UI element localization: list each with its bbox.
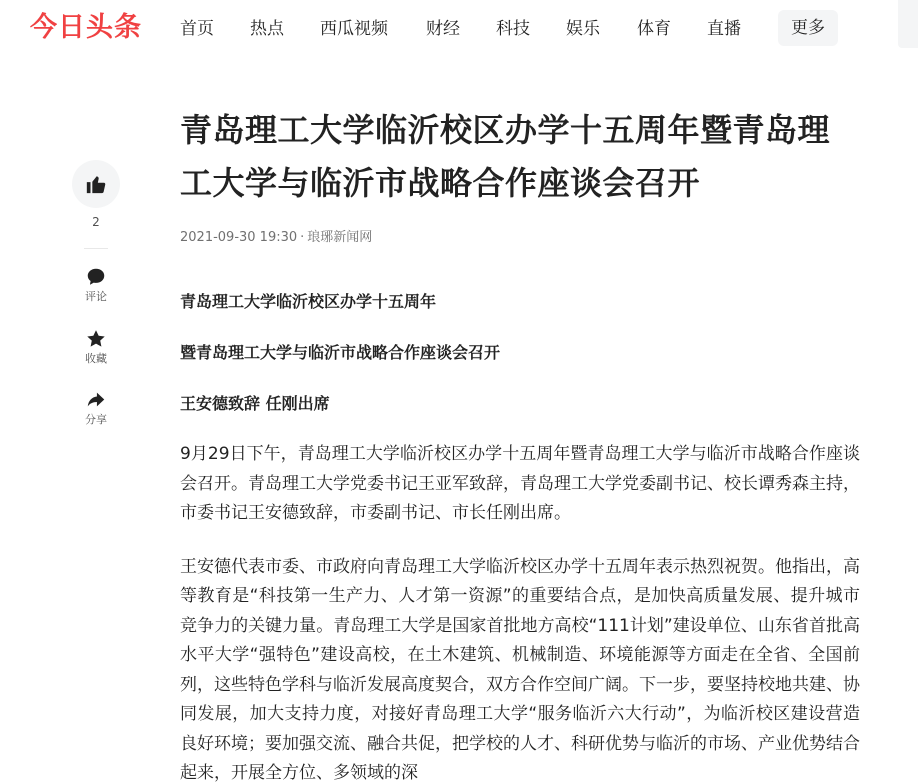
- subhead-3: 王安德致辞 任刚出席: [180, 394, 330, 413]
- nav-item-home[interactable]: 首页: [180, 19, 214, 39]
- comment-label: 评论: [85, 290, 107, 303]
- subhead-2: 暨青岛理工大学与临沂市战略合作座谈会召开: [180, 343, 501, 362]
- article-meta: [180, 228, 860, 248]
- nav-item-finance[interactable]: 财经: [426, 19, 460, 39]
- nav-item-live[interactable]: 直播: [707, 19, 741, 39]
- share-button[interactable]: [72, 389, 120, 427]
- article: [180, 104, 860, 782]
- share-label: 分享: [85, 413, 107, 426]
- comment-icon: [85, 266, 107, 288]
- header-right-panel[interactable]: [898, 0, 918, 48]
- thumbs-up-icon: [85, 173, 107, 195]
- article-paragraph: 王安德代表市委、市政府向青岛理工大学临沂校区办学十五周年表示热烈祝贺。他指出，高等教育是“科技第一生产力、人才第一资源”的重要结合点，是加快高质量发展、提升城市竞争力的关键力量。青岛理工大学是国家首批地方高校“111计划”建设单位、山东省首批高水平大学“强特色”建设高校，在土木建筑、机械制造、环境能源等方面走在全省、全国前列，这些特色学科与临沂发展高度契合，双方合作空间广阔。下一步，要坚持校地共建、协同发展，加大支持力度，对接好青岛理工大学“服务临沂六大行动”，为临沂校区建设营造良好环境；要加强交流、融合共促，把学校的人才、科研优势与临沂的市场、产业优势结合起来，开展全方位、多领域的深: [180, 556, 860, 782]
- rail-divider: [84, 248, 108, 249]
- publish-time: 2021-09-30 19:30: [180, 230, 298, 245]
- nav-item-entertainment[interactable]: 娱乐: [566, 19, 600, 39]
- article-title: 青岛理工大学临沂校区办学十五周年暨青岛理工大学与临沂市战略合作座谈会召开: [180, 111, 831, 202]
- toutiao-logo[interactable]: 今日头条: [30, 12, 142, 43]
- article-paragraph: 9月29日下午，青岛理工大学临沂校区办学十五周年暨青岛理工大学与临沂市战略合作座谈会召开。青岛理工大学党委书记王亚军致辞，青岛理工大学党委副书记、校长谭秀森主持，市委书记王安德致辞，市委副书记、市长任刚出席。: [180, 444, 860, 523]
- more-button[interactable]: 更多: [778, 10, 838, 46]
- share-icon: [85, 389, 107, 411]
- nav-item-tech[interactable]: 科技: [496, 19, 530, 39]
- top-navigation: [0, 0, 918, 56]
- collect-label: 收藏: [85, 352, 107, 365]
- meta-separator: ·: [300, 230, 305, 245]
- like-button[interactable]: [72, 160, 120, 208]
- article-source[interactable]: 琅琊新闻网: [307, 230, 373, 245]
- nav-item-xigua-video[interactable]: 西瓜视频: [320, 19, 388, 39]
- collect-button[interactable]: [72, 328, 120, 366]
- subhead-1: 青岛理工大学临沂校区办学十五周年: [180, 292, 437, 311]
- nav-item-sports[interactable]: 体育: [637, 19, 671, 39]
- comment-button[interactable]: [72, 266, 120, 304]
- nav-item-hot[interactable]: 热点: [250, 19, 284, 39]
- star-icon: [85, 328, 107, 350]
- like-count: 2: [92, 215, 100, 229]
